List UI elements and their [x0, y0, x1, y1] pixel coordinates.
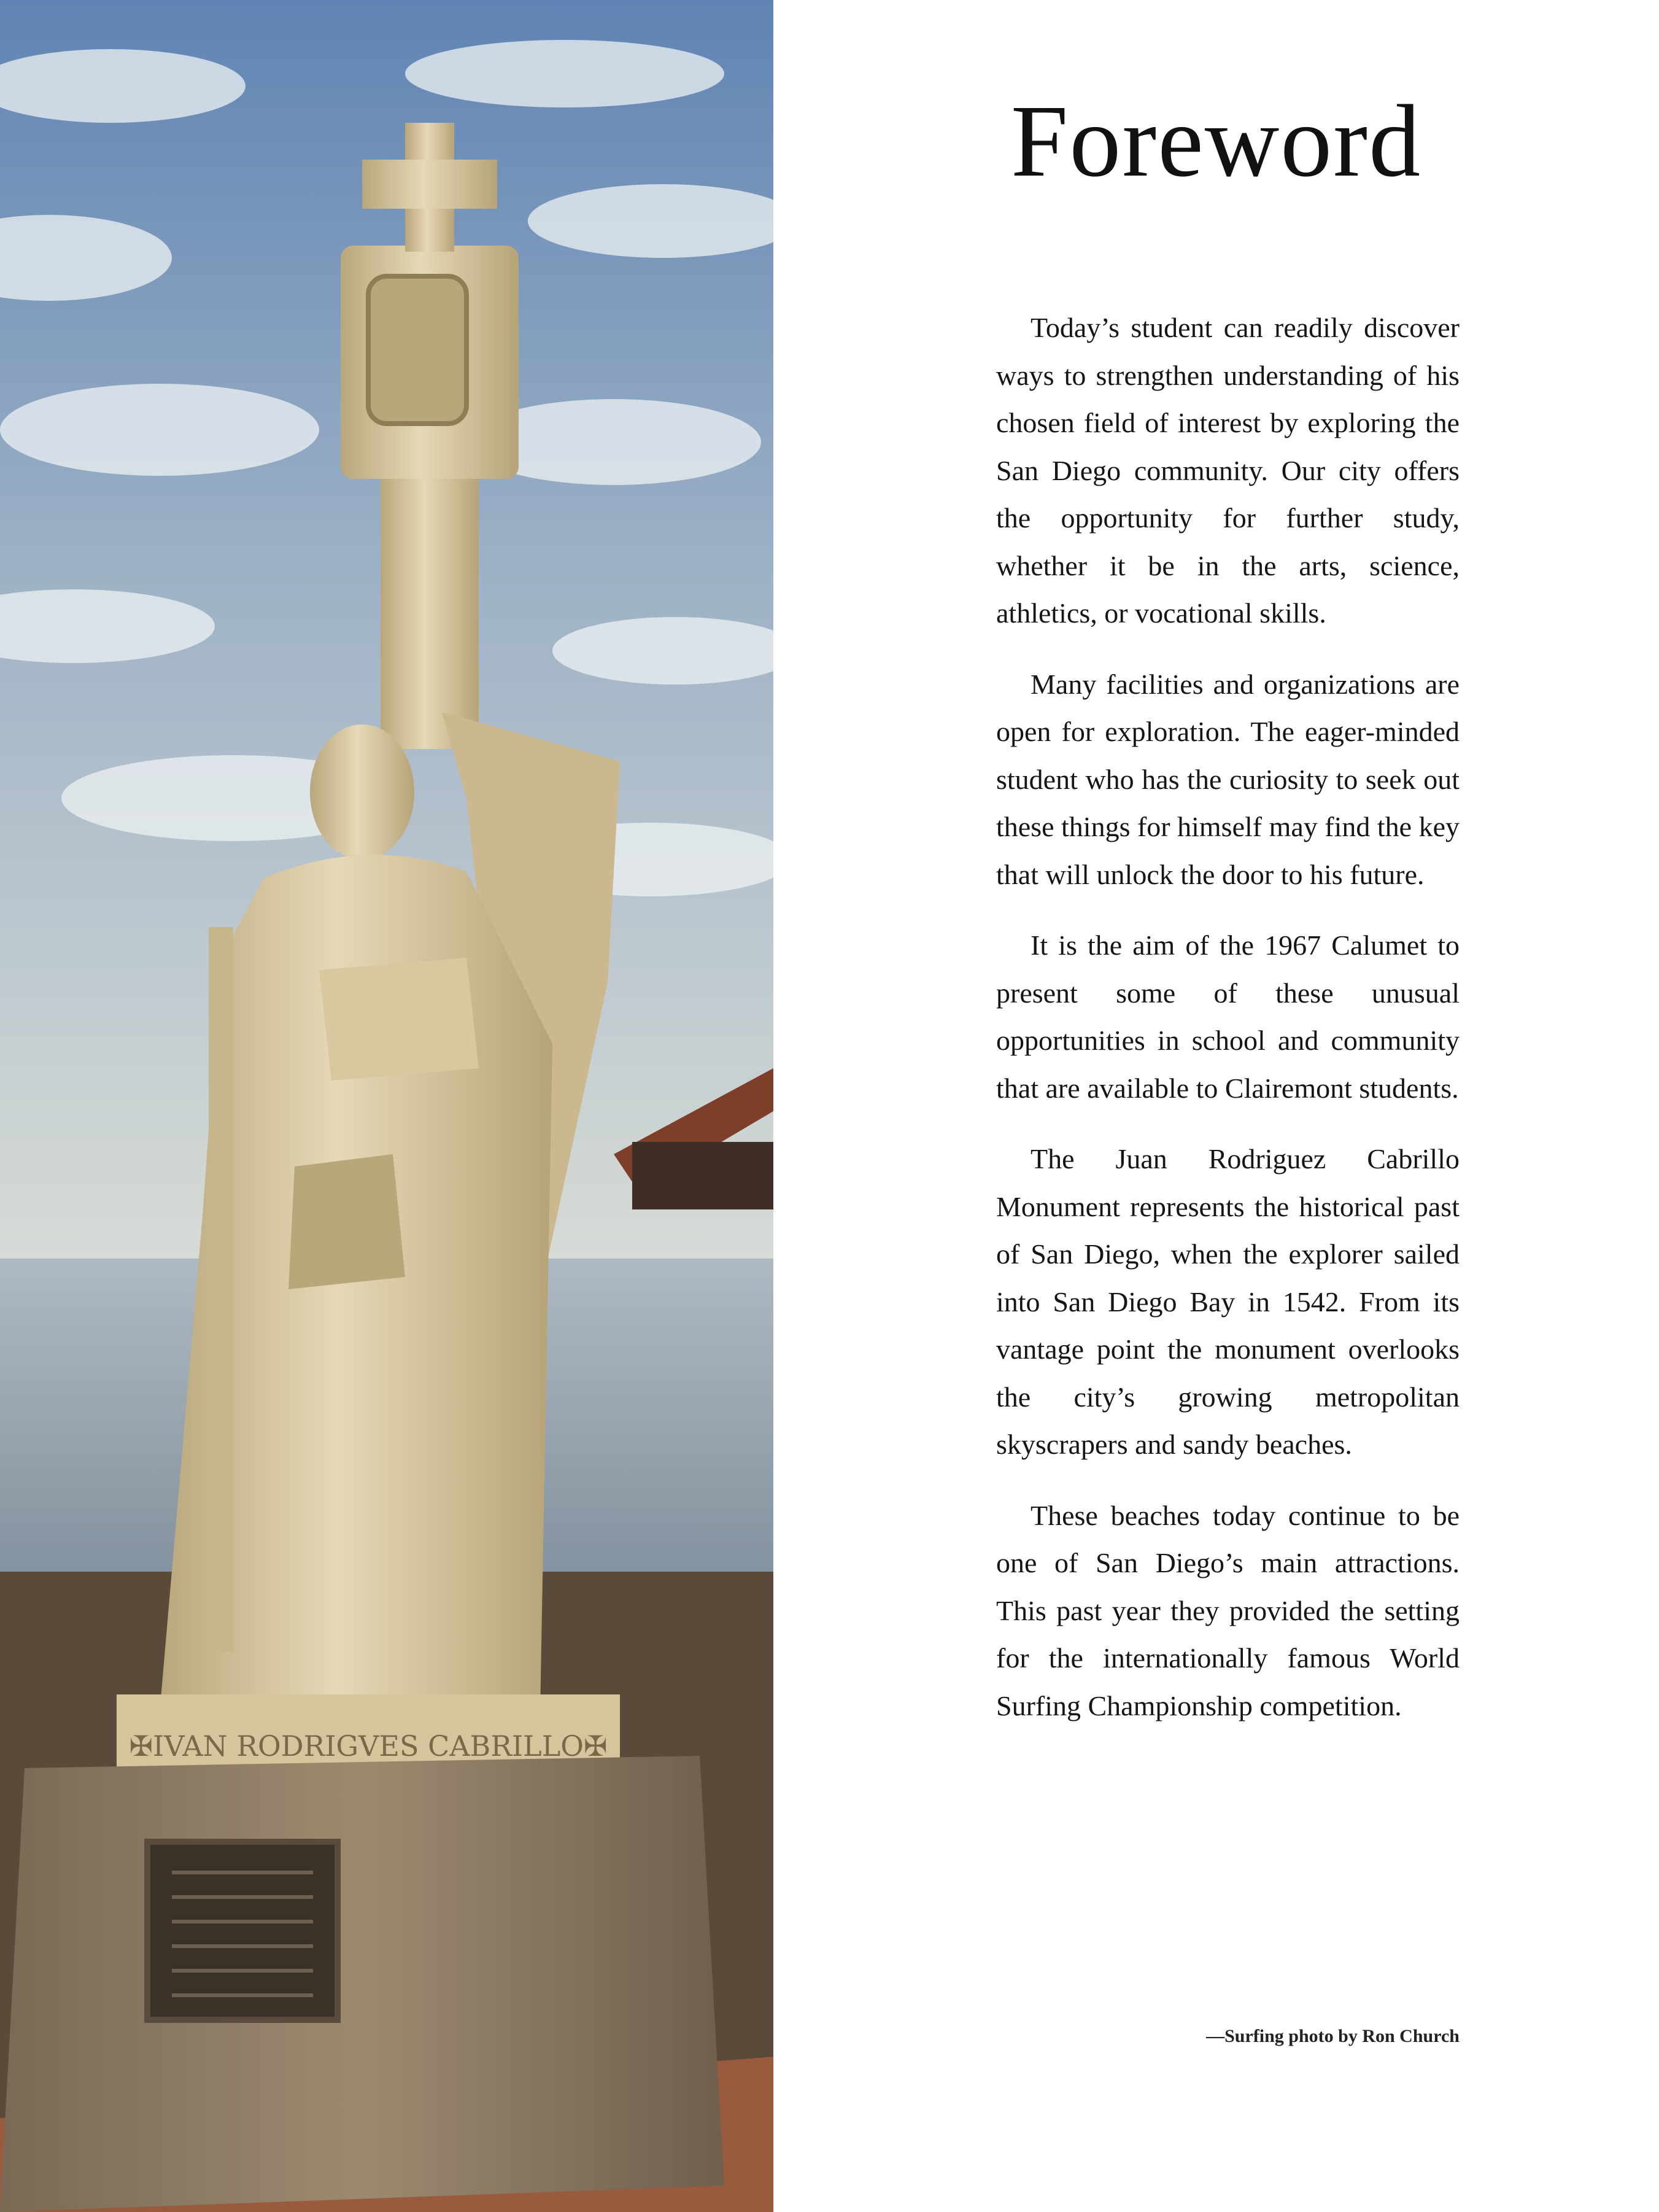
- foreword-text-panel: [773, 0, 1659, 2212]
- coat-of-arms: [368, 276, 466, 424]
- statue-photo: [0, 0, 773, 2212]
- page-title: Foreword: [1010, 84, 1422, 198]
- paragraph-3: It is the aim of the 1967 Calumet to present some of these unusual opportunities in school and community that are available to Clairemont students.: [996, 929, 1460, 1104]
- paragraph-5: These beaches today continue to be one of San Diego’s main attractions. This past year they provided the setting for the internationally famous World Surfing Championship competition.: [996, 1499, 1460, 1721]
- paragraph-1: Today’s student can readily discover ways to strengthen understanding of his chosen field of interest by exploring the San Diego community. Our city offers the opportunity for further study, whether it be in the arts, science, athletics, or vocational skills.: [996, 312, 1460, 629]
- paragraph-4: The Juan Rodriguez Cabrillo Monument represents the historical past of San Diego, when the explorer sailed into San Diego Bay in 1542. From its vantage point the monument overlooks the city’s growing metropolitan skyscrapers and sandy beaches.: [996, 1143, 1460, 1460]
- cabrillo-monument-illustration: [0, 0, 773, 2212]
- monument-column: [381, 467, 479, 749]
- photo-credit: —Surfing photo by Ron Church: [1206, 2026, 1460, 2046]
- bronze-plaque: [147, 1842, 338, 2020]
- pedestal: [0, 1756, 724, 2212]
- statue-inscription: ✠IVAN RODRIGVES CABRILLO✠: [129, 1729, 608, 1763]
- shelter: [632, 1142, 773, 1209]
- foreword-body: [996, 304, 1460, 1753]
- paragraph-2: Many facilities and organizations are open for exploration. The eager-minded student who has the curiosity to seek out these things for himself may find the key that will unlock the door to his future.: [996, 668, 1460, 890]
